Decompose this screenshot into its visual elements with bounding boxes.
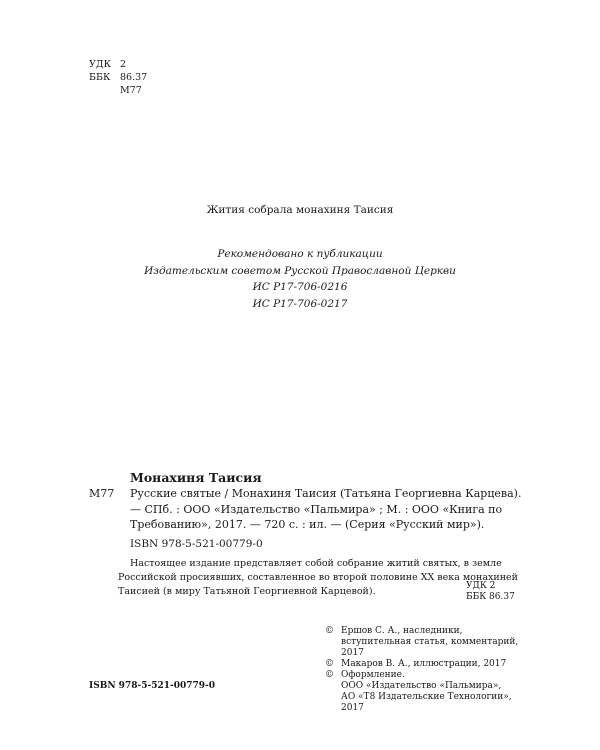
record-entry bbox=[89, 486, 529, 533]
bbk-right: ББК 86.37 bbox=[466, 592, 515, 602]
classification-codes-right bbox=[466, 581, 515, 603]
copyright-row bbox=[325, 670, 530, 681]
udk-value: 2 bbox=[120, 59, 127, 70]
recommendation-line-2: Издательским советом Русской Православной Церкви bbox=[144, 264, 456, 277]
record-author: Монахиня Таисия bbox=[130, 470, 262, 485]
bbk-value: 86.37 bbox=[120, 72, 148, 83]
isbn-footer: ISBN 978-5-521-00779-0 bbox=[89, 681, 216, 691]
record-abstract: Настоящее издание представляет собой собрание житий святых, в земле Российской просиявших, составленное во второй половине XX века монахиней Таисией (в миру Татьяной Георгиевной Карцевой). bbox=[118, 557, 518, 597]
copyright-row bbox=[325, 626, 530, 659]
recommendation-line-1: Рекомендовано к публикации bbox=[217, 248, 383, 260]
copyright-text: Оформление. bbox=[341, 670, 405, 680]
copyright-row bbox=[325, 692, 530, 714]
copyright-block bbox=[325, 626, 530, 714]
copyright-icon: © bbox=[325, 659, 334, 669]
udk-row bbox=[89, 58, 147, 71]
record-isbn: ISBN 978-5-521-00779-0 bbox=[130, 537, 263, 550]
udk-label: УДК bbox=[89, 59, 111, 70]
copyright-icon: © bbox=[325, 626, 334, 636]
copyright-text: ООО «Издательство «Пальмира», bbox=[341, 681, 502, 691]
recommendation-code-2: ИС Р17-706-0217 bbox=[252, 297, 348, 310]
copyright-text: Ершов С. А., наследники, вступительная статья, комментарий, 2017 bbox=[341, 626, 519, 658]
recommendation-block bbox=[0, 246, 600, 312]
bibliographic-record bbox=[89, 470, 529, 599]
copyright-text: АО «Т8 Издательские Технологии», 2017 bbox=[341, 692, 512, 713]
copyright-text: Макаров В. А., иллюстрации, 2017 bbox=[341, 659, 507, 669]
copyright-icon: © bbox=[325, 670, 334, 680]
copyright-row bbox=[325, 659, 530, 670]
copyright-row bbox=[325, 681, 530, 692]
bbk-label: ББК bbox=[89, 72, 111, 83]
record-mark: М77 bbox=[89, 487, 115, 500]
udk-right: УДК 2 bbox=[466, 581, 496, 591]
collector-line: Жития собрала монахиня Таисия bbox=[206, 204, 394, 216]
recommendation-code-1: ИС Р17-706-0216 bbox=[252, 281, 348, 293]
classification-codes bbox=[89, 58, 147, 97]
author-mark: М77 bbox=[120, 85, 142, 96]
author-mark-row bbox=[89, 84, 147, 97]
bbk-row bbox=[89, 71, 147, 84]
record-description: Русские святые / Монахиня Таисия (Татьяна Георгиевна Карцева). — СПб. : ООО «Издательство «Пальмира» ; М. : ООО «Книга по Требованию», 2017. — 720 с. : ил. — (Серия «Русский мир»). bbox=[130, 487, 522, 531]
